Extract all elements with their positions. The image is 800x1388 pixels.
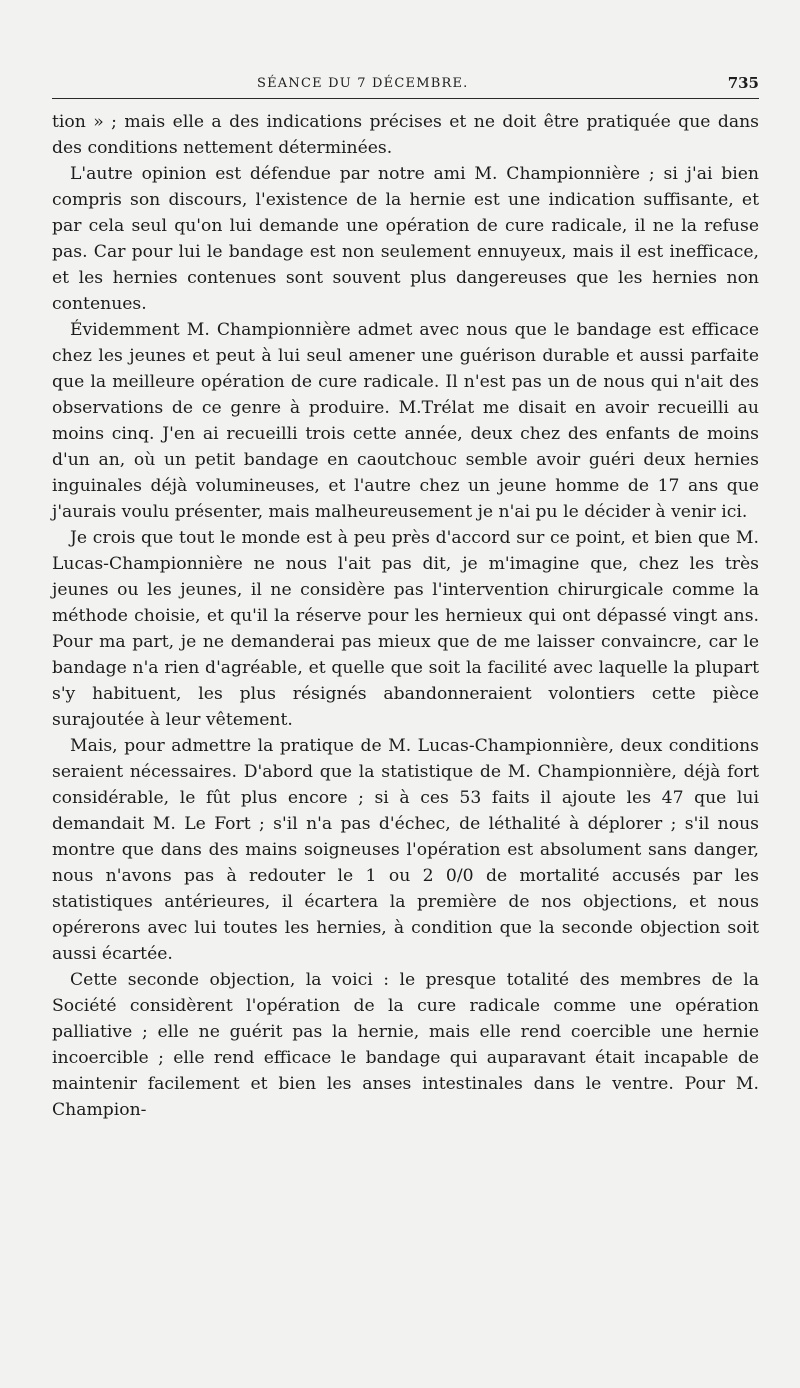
page-number: 735	[727, 74, 759, 92]
paragraph-continued: tion » ; mais elle a des indications précises et ne doit être pratiquée que dans des conditions nettement déterminées.	[52, 112, 759, 158]
paragraph: Évidemment M. Championnière admet avec nous que le bandage est efficace chez les jeunes et peut à lui seul amener une guérison durable et aussi parfaite que la meilleure opération de cure radicale. Il n'est pas un de nous qui n'ait des observations de ce genre à produire. M.Trélat me disait en avoir recueilli au moins cinq. J'en ai recueilli trois cette année, deux chez des enfants de moins d'un an, où un petit bandage en caoutchouc semble avoir guéri deux hernies inguinales déjà volumineuses, et l'autre chez un jeune homme de 17 ans que j'aurais voulu présenter, mais malheureusement je n'ai pu le décider à venir ici.	[52, 320, 759, 522]
page-header	[52, 70, 759, 99]
paragraph: L'autre opinion est défendue par notre ami M. Championnière ; si j'ai bien compris son discours, l'existence de la hernie est une indication suffisante, et par cela seul qu'on lui demande une opération de cure radicale, il ne la refuse pas. Car pour lui le bandage est non seulement ennuyeux, mais il est inefficace, et les hernies contenues sont souvent plus dangereuses que les hernies non contenues.	[52, 164, 759, 314]
paragraph: Je crois que tout le monde est à peu près d'accord sur ce point, et bien que M. Lucas-Championnière ne nous l'ait pas dit, je m'imagine que, chez les très jeunes ou les jeunes, il ne considère pas l'intervention chirurgicale comme la méthode choisie, et qu'il la réserve pour les hernieux qui ont dépassé vingt ans. Pour ma part, je ne demanderai pas mieux que de me laisser convaincre, car le bandage n'a rien d'agréable, et quelle que soit la facilité avec laquelle la plupart s'y habituent, les plus résignés abandonneraient volontiers cette pièce surajoutée à leur vêtement.	[52, 528, 759, 730]
paragraph: Cette seconde objection, la voici : le presque totalité des membres de la Société considèrent l'opération de la cure radicale comme une opération palliative ; elle ne guérit pas la hernie, mais elle rend coercible une hernie incoercible ; elle rend efficace le bandage qui auparavant était incapable de maintenir facilement et bien les anses intestinales dans le ventre. Pour M. Champion-	[52, 970, 759, 1120]
running-head: SÉANCE DU 7 DÉCEMBRE.	[257, 76, 469, 91]
body-text	[52, 109, 759, 1123]
paragraph: Mais, pour admettre la pratique de M. Lucas-Championnière, deux conditions seraient nécessaires. D'abord que la statistique de M. Championnière, déjà fort considérable, le fût plus encore ; si à ces 53 faits il ajoute les 47 que lui demandait M. Le Fort ; s'il n'a pas d'échec, de léthalité à déplorer ; s'il nous montre que dans des mains soigneuses l'opération est absolument sans danger, nous n'avons pas à redouter le 1 ou 2 0/0 de mortalité accusés par les statistiques antérieures, il écartera la première de nos objections, et nous opérerons avec lui toutes les hernies, à condition que la seconde objection soit aussi écartée.	[52, 736, 759, 964]
book-page	[52, 70, 759, 1123]
